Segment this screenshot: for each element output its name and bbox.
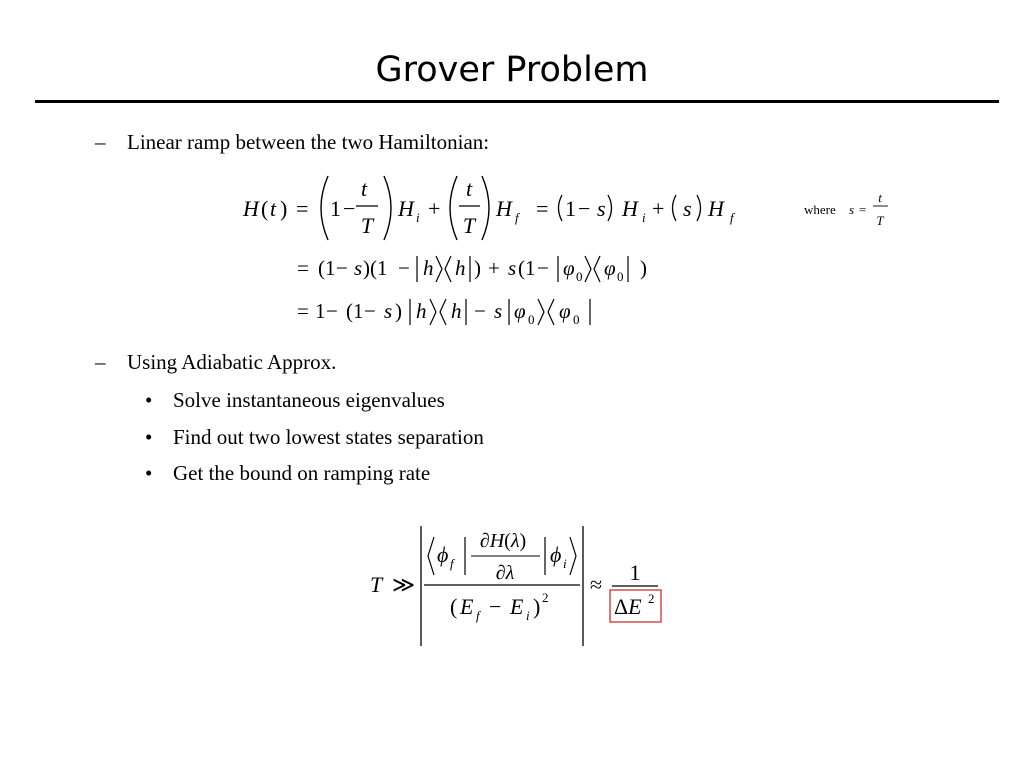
svg-text:(1: (1: [318, 256, 336, 280]
dot-marker: •: [145, 388, 153, 412]
svg-text:(1: (1: [518, 256, 536, 280]
svg-text:1: 1: [629, 560, 641, 585]
svg-text:+: +: [652, 196, 665, 221]
svg-text:H: H: [496, 196, 512, 221]
svg-text:φ: φ: [563, 256, 575, 280]
svg-text:−: −: [398, 256, 410, 280]
svg-text:≫: ≫: [392, 572, 416, 597]
dash-marker: –: [95, 350, 106, 374]
bullet-text: Linear ramp between the two Hamiltonian:: [127, 130, 490, 154]
svg-text:i: i: [416, 210, 420, 225]
svg-text:s: s: [508, 256, 517, 280]
svg-text:0: 0: [528, 312, 535, 327]
svg-text:−: −: [474, 299, 486, 323]
svg-text:=: =: [297, 256, 309, 280]
svg-text:H: H: [398, 196, 414, 221]
svg-text:ΔE: ΔE: [614, 594, 642, 619]
svg-text:t: t: [270, 196, 277, 221]
svg-text:−: −: [489, 594, 502, 619]
svg-text:−: −: [364, 299, 376, 323]
svg-text:h: h: [451, 299, 462, 323]
dash-marker: –: [95, 130, 106, 154]
svg-text:E: E: [460, 594, 474, 619]
svg-text:1: 1: [315, 299, 326, 323]
svg-text:H: H: [243, 196, 259, 221]
svg-text:−: −: [326, 299, 338, 323]
svg-text:0: 0: [617, 269, 624, 284]
svg-text:t: t: [360, 176, 368, 201]
svg-text:(: (: [261, 196, 269, 221]
svg-text:f: f: [450, 556, 454, 571]
svg-text:): ): [280, 196, 288, 221]
svg-text:−: −: [336, 256, 348, 280]
svg-text:=: =: [297, 299, 309, 323]
svg-text:−: −: [537, 256, 549, 280]
svg-text:−: −: [578, 196, 591, 221]
svg-text:1: 1: [330, 196, 341, 221]
svg-text:ϕ: ϕ: [550, 542, 562, 567]
svg-text:f: f: [730, 210, 734, 225]
svg-text:∂λ: ∂λ: [495, 562, 515, 584]
slide-title: Grover Problem: [375, 50, 649, 90]
svg-text:)(1: )(1: [363, 256, 388, 280]
svg-text:H: H: [622, 196, 638, 221]
svg-text:): ): [395, 299, 402, 323]
svg-text:φ: φ: [559, 299, 571, 323]
sub-item-text: Solve instantaneous eigenvalues: [173, 388, 445, 412]
svg-text:where: where: [804, 202, 836, 217]
svg-text:2: 2: [648, 591, 655, 606]
svg-text:∂H(λ): ∂H(λ): [479, 530, 527, 552]
svg-text:+: +: [428, 196, 441, 221]
svg-text:0: 0: [573, 312, 580, 327]
svg-text:0: 0: [576, 269, 583, 284]
svg-text:H: H: [708, 196, 724, 221]
svg-text:s: s: [354, 256, 363, 280]
svg-text:φ: φ: [604, 256, 616, 280]
sub-item-text: Get the bound on ramping rate: [173, 461, 431, 485]
svg-text:≈: ≈: [590, 572, 603, 597]
svg-text:1: 1: [565, 196, 576, 221]
svg-text:f: f: [515, 210, 519, 225]
svg-text:+: +: [488, 256, 500, 280]
svg-text:=: =: [536, 196, 549, 221]
svg-text:T: T: [360, 213, 374, 238]
svg-text:h: h: [455, 256, 466, 280]
svg-text:h: h: [416, 299, 427, 323]
svg-text:): ): [640, 256, 647, 280]
svg-text:ϕ: ϕ: [437, 542, 449, 567]
svg-text:i: i: [526, 608, 530, 623]
svg-text:(: (: [450, 594, 458, 619]
svg-text:=: =: [296, 196, 309, 221]
svg-text:s: s: [384, 299, 393, 323]
dot-marker: •: [145, 425, 153, 449]
svg-text:T: T: [462, 213, 476, 238]
svg-text:−: −: [343, 196, 356, 221]
svg-text:i: i: [563, 556, 567, 571]
svg-text:t: t: [465, 176, 473, 201]
svg-text:h: h: [423, 256, 434, 280]
svg-text:s: s: [494, 299, 503, 323]
svg-text:T: T: [876, 213, 884, 228]
bullet-text: Using Adiabatic Approx.: [127, 350, 337, 374]
svg-text:): ): [533, 594, 541, 619]
svg-text:s: s: [849, 202, 855, 217]
dot-marker: •: [145, 461, 153, 485]
svg-text:=: =: [859, 202, 867, 217]
svg-text:E: E: [510, 594, 524, 619]
svg-text:t: t: [878, 190, 882, 205]
svg-text:2: 2: [542, 590, 549, 605]
svg-text:φ: φ: [514, 299, 526, 323]
sub-item-text: Find out two lowest states separation: [173, 425, 484, 449]
svg-text:f: f: [476, 608, 480, 623]
svg-text:i: i: [642, 210, 646, 225]
svg-text:(1: (1: [346, 299, 364, 323]
svg-text:T: T: [370, 572, 383, 597]
svg-text:s: s: [683, 196, 692, 221]
svg-text:s: s: [597, 196, 606, 221]
svg-text:): ): [474, 256, 481, 280]
